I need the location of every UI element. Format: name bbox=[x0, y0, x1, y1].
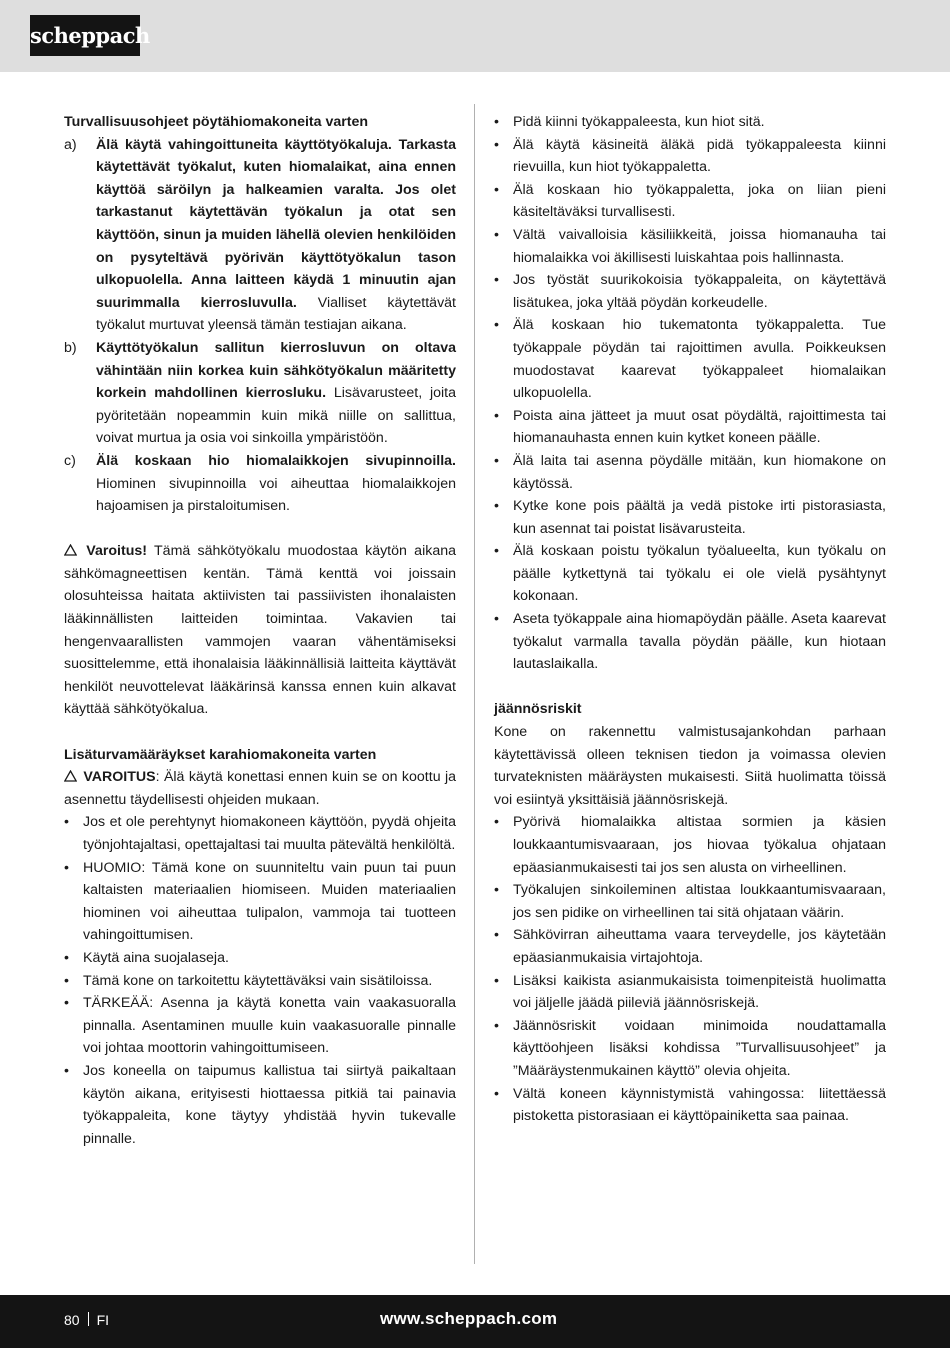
warning-emf-paragraph bbox=[64, 540, 456, 721]
section-title-bench-grinders: Turvallisuusohjeet pöytähiomakoneita varten bbox=[64, 114, 369, 130]
item-bold-text: Älä käytä vahingoittuneita käyttötyökaluja. Tarkasta käytettävät työkalut, kuten hiomalaikat, aina ennen käyttöä säröilyn ja halkeamien varalta. Jos olet tarkastanut käytettävän työkalun ja otat sen käyttöön, sinun ja muiden lähellä olevien henkilöiden on pysyteltävä pyörivän käyttötyökalun tason ulkopuolella. Anna laitteen käydä 1 minuutin ajan suurimmalla kierrosluvulla. bbox=[96, 136, 456, 311]
list-item: • HUOMIO: Tämä kone on suunniteltu vain puun tai puun kaltaisten materiaalien hiomiseen. Muiden materiaalien hiominen voi aiheuttaa tulipalon, vammoja tai tuotteen vahingoittumisen. bbox=[64, 859, 456, 944]
list-item: • Älä koskaan hio työkappaletta, joka on liian pieni käsiteltäväksi turvallisesti. bbox=[494, 181, 886, 221]
residual-intro: Kone on rakennettu valmistusajankohdan parhaan käytettävissä olleen teknisen tiedon ja voimassa olevien turvateknisten määräysten mukaisesti. Siitä huolimatta töissä voi esiintyä yksittäisiä jäännösriskejä. bbox=[494, 724, 886, 808]
residual-bullet-list bbox=[494, 811, 886, 1127]
list-item: • Jos et ole perehtynyt hiomakoneen käyttöön, pyydä ohjeita työnjohtajaltasi, opettajaltasi tai muulta pätevältä henkilöltä. bbox=[64, 814, 456, 853]
list-item: • Poista aina jätteet ja muut osat pöydältä, rajoittimesta tai hiomanauhasta ennen kuin kytket koneen päälle. bbox=[494, 407, 886, 447]
page-number: 80 FI bbox=[64, 1312, 110, 1328]
warning-text: Tämä sähkötyökalu muodostaa käytön aikana sähkömagneettisen kentän. Tämä kenttä voi joissain olosuhteissa haitata aktiivisten tai passiivisten ihonalaisten lääkinnällisten laitteiden toimintaa. Vakavien tai hengenvaarallisten vammojen vaaran vähentämiseksi suosittelemme, että ihonalaisia lääkinnällisiä laitteita käyttävät henkilöt neuvottelevat lääkärinsä kanssa ennen kuin alkavat käyttää sähkötyökalua. bbox=[64, 543, 456, 718]
left-bullet-list bbox=[64, 811, 456, 1150]
list-item: • Tämä kone on tarkoitettu käytettäväksi vain sisätiloissa. bbox=[64, 972, 433, 989]
item-label: b) bbox=[64, 339, 77, 356]
item-text: Vialliset käytettävät työkalut murtuvat yleensä tämän testiajan aikana. bbox=[96, 294, 456, 334]
warning-text: : Älä käytä konettasi ennen kuin se on koottu ja asennettu täydellisesti ohjeiden mukaan. bbox=[64, 769, 456, 808]
warning-triangle-icon bbox=[64, 540, 79, 563]
list-item: • Käytä aina suojalaseja. bbox=[64, 949, 229, 966]
item-bold-text: Käyttötyökalun sallitun kierrosluvun on oltava vähintään niin korkea kuin sähkötyökalun määritetty korkein mahdollinen kierrosluku. bbox=[96, 339, 456, 402]
header-band bbox=[0, 0, 950, 72]
list-item: • Älä koskaan hio tukematonta työkappaletta. Tue työkappale pöydän tai rajoittimen avulla. Poikkeuksen muodostavat kaarevat työkappaleet hiomalaikan ulkopuolella. bbox=[494, 317, 886, 402]
list-item: • Pidä kiinni työkappaleesta, kun hiot sitä. bbox=[494, 114, 765, 130]
list-item: • Vältä vaivalloisia käsiliikkeitä, joissa hiomanauha tai hiomalaikka voi äkillisesti luiskahtaa pois hallinnasta. bbox=[494, 226, 886, 266]
item-label: c) bbox=[64, 452, 76, 469]
warning-assembly-paragraph bbox=[64, 766, 456, 811]
right-column bbox=[494, 111, 886, 1128]
list-item: • TÄRKEÄÄ: Asenna ja käytä konetta vain vaakasuoralla pinnalla. Asentaminen muulle kuin vaakasuoralle pinnalle voi johtaa moottorin vahingoittumiseen. bbox=[64, 995, 456, 1057]
list-item-b bbox=[64, 337, 456, 450]
list-item: • Jos työstät suurikokoisia työkappaleita, on käytettävä lisätukea, joka yltää pöydän korkeudelle. bbox=[494, 272, 886, 311]
list-item-a bbox=[64, 134, 456, 337]
list-item: • Älä laita tai asenna pöydälle mitään, kun hiomakone on käytössä. bbox=[494, 452, 886, 492]
column-divider bbox=[474, 104, 475, 1264]
item-text: Hiominen sivupinnoilla voi aiheuttaa hiomalaikkojen hajoamisen ja pirstaloitumisen. bbox=[96, 475, 456, 515]
item-bold-text: Älä koskaan hio hiomalaikkojen sivupinnoilla. bbox=[96, 452, 456, 469]
right-bullet-list bbox=[494, 111, 886, 676]
left-column bbox=[64, 111, 456, 1150]
website-link[interactable]: www.scheppach.com bbox=[380, 1309, 558, 1328]
list-item: • Työkalujen sinkoileminen altistaa loukkaantumisvaaraan, jos sen pidike on virheellinen tai sitä ohjataan väärin. bbox=[494, 882, 886, 921]
list-item: • Lisäksi kaikista asianmukaisista toimenpiteistä huolimatta voi jäljelle jäädä piileviä jäännösriskejä. bbox=[494, 972, 886, 1012]
list-item: • Pyörivä hiomalaikka altistaa sormien ja käsien loukkaantumisvaaraan, jos hiovaa työkalua ohjataan epäasianmukaisesti tai jos sen alusta on virheellinen. bbox=[494, 814, 886, 876]
list-item-c bbox=[64, 450, 456, 518]
item-text: Lisävarusteet, joita pyöritetään nopeammin kuin mikä niille on sallittua, voivat murtua ja osia voi sinkoilla ympäristöön. bbox=[96, 385, 456, 447]
footer-band bbox=[0, 1295, 950, 1348]
section-title-residual-risks: jäännösriskit bbox=[494, 701, 582, 718]
separator bbox=[88, 1312, 89, 1326]
warning-triangle-icon bbox=[64, 766, 79, 789]
section-title-spindle-sanders: Lisäturvamääräykset karahiomakoneita varten bbox=[64, 746, 377, 763]
list-item: • Älä koskaan poistu työkalun työalueelta, kun työkalu on päälle kytkettynä tai työkalu ei ole vielä pysähtynyt kokonaan. bbox=[494, 543, 886, 605]
warning-label: VAROITUS bbox=[83, 769, 156, 786]
list-item: • Jäännösriskit voidaan minimoida noudattamalla käyttöohjeen lisäksi kohdissa ”Turvallisuusohjeet” ja ”Määräystenmukainen käyttö” olevia ohjeita. bbox=[494, 1017, 886, 1079]
list-item: • Aseta työkappale aina hiomapöydän päälle. Aseta kaarevat työkalut varmalla tavalla pöydän päälle, kun hiotaan lautaslaikalla. bbox=[494, 611, 886, 673]
list-item: • Sähkövirran aiheuttama vaara terveydelle, jos käytetään epäasianmukaisia virtajohtoja. bbox=[494, 927, 886, 966]
list-item: • Älä käytä käsineitä äläkä pidä työkappaleesta kiinni rievuilla, kun hiot työkappaletta. bbox=[494, 136, 886, 176]
list-item: • Jos koneella on taipumus kallistua tai siirtyä paikaltaan käytön aikana, erityisesti hiottaessa pitkiä tai painavia työkappaleita, kone täytyy yhdistää hyvin tukevalle pinnalle. bbox=[64, 1062, 456, 1147]
scheppach-logo: scheppach bbox=[30, 15, 140, 56]
language-code: FI bbox=[96, 1312, 110, 1328]
list-item: • Kytke kone pois päältä ja vedä pistoke irti pistorasiasta, kun asennat tai poistat lisävarusteita. bbox=[494, 498, 886, 537]
list-item: • Vältä koneen käynnistymistä vahingossa: liitettäessä pistoketta pistorasiaan ei käyttöpainiketta saa painaa. bbox=[494, 1085, 886, 1125]
warning-label: Varoitus! bbox=[86, 543, 147, 560]
item-label: a) bbox=[64, 136, 77, 153]
